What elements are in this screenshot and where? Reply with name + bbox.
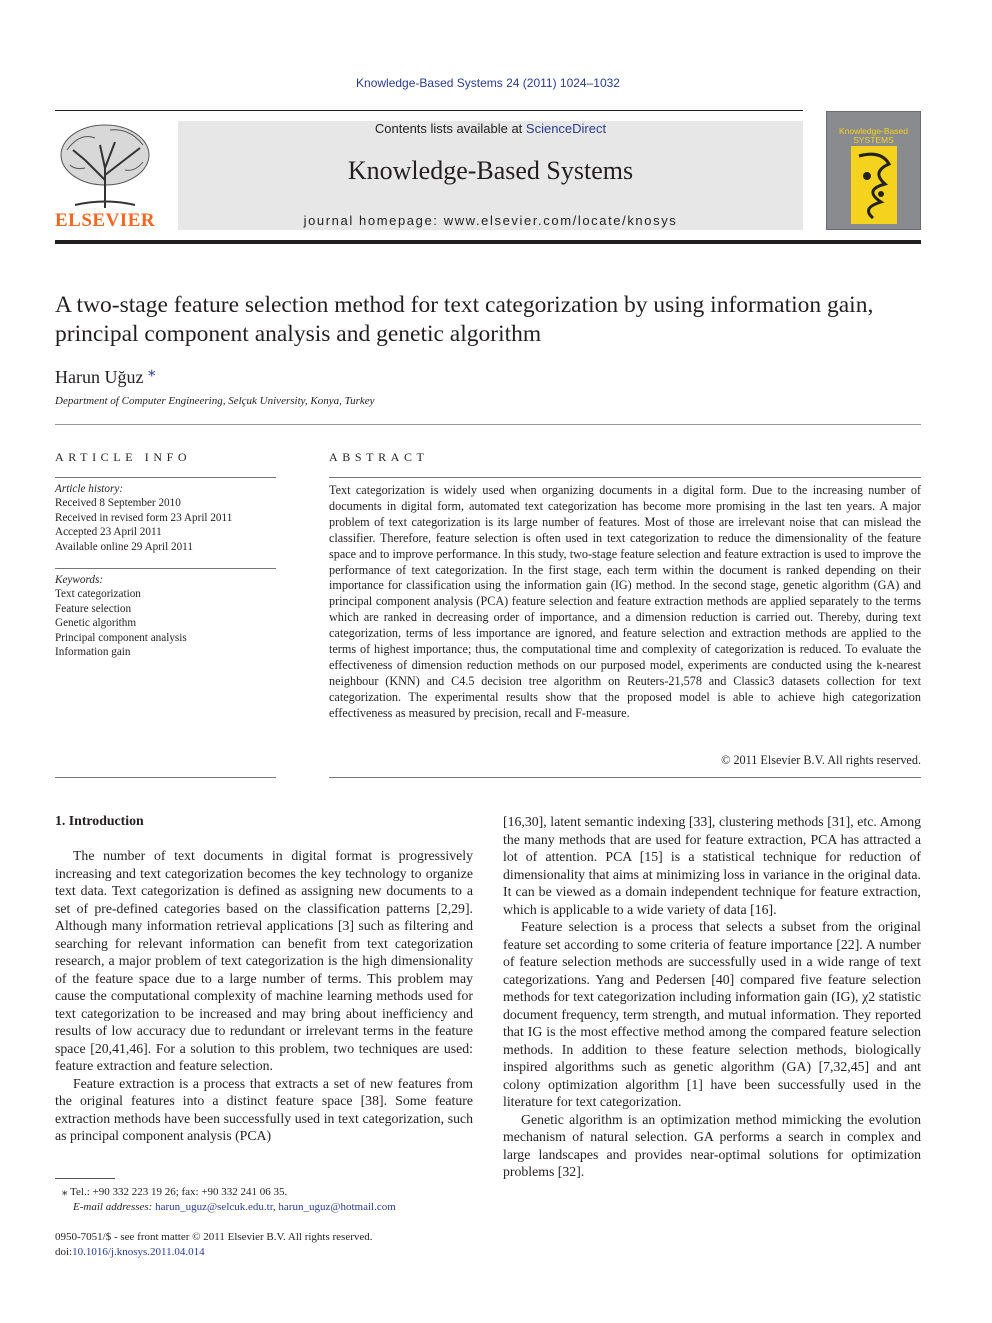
abstract-heading: ABSTRACT xyxy=(329,450,429,464)
right-column xyxy=(503,813,921,1181)
history-item: Received 8 September 2010 xyxy=(55,497,181,510)
history-item: Accepted 23 April 2011 xyxy=(55,526,162,539)
author-footnote-mark[interactable]: ⁎ xyxy=(147,364,156,380)
contents-prefix: Contents lists available at xyxy=(374,121,526,136)
issn-doi-block xyxy=(55,1230,495,1260)
keyword-item: Information gain xyxy=(55,646,131,659)
introduction-heading: 1. Introduction xyxy=(55,813,144,828)
sciencedirect-link[interactable]: ScienceDirect xyxy=(525,121,607,136)
article-info-rule-1 xyxy=(55,477,276,478)
email-link-1[interactable]: harun_uguz@selcuk.edu.tr xyxy=(155,1201,273,1213)
keyword-item: Feature selection xyxy=(55,602,132,615)
keywords xyxy=(55,573,276,659)
abstract-rule-1 xyxy=(329,477,921,478)
email-link-2[interactable]: harun_uguz@hotmail.com xyxy=(278,1201,396,1213)
email-label: E-mail addresses: xyxy=(73,1201,156,1213)
article-info-rule-3 xyxy=(55,777,276,778)
paragraph: Feature extraction is a process that extracts a set of new features from the original features into a distinct feature space [38]. Some feature extraction methods have been successfully used in text categorization, such as principal component analysis (PCA) xyxy=(55,1075,473,1143)
history-item: Available online 29 April 2011 xyxy=(55,540,193,553)
doi-line xyxy=(55,1245,495,1260)
elsevier-tree-logo xyxy=(55,120,155,210)
article-info-heading: ARTICLE INFO xyxy=(55,450,192,464)
article-history xyxy=(55,482,276,554)
author-line xyxy=(55,362,155,388)
author-name: Harun Uğuz xyxy=(55,367,144,387)
paragraph-continued: [16,30], latent semantic indexing [33], clustering methods [31], etc. Among the many methods that are used for feature extraction, PCA has attracted a lot of attention. PCA [15] is a statistical technique for reduction of dimensionality that aims at minimizing loss in variance in the original data. It can be viewed as a domain independent technique for feature extraction, which is applicable to a wide variety of data [16]. xyxy=(503,814,921,917)
article-title: A two-stage feature selection method for text categorization by using information gain, principal component analysis and genetic algorithm xyxy=(55,292,874,347)
cover-title-line2: SYSTEMS xyxy=(853,135,894,145)
email-separator: , xyxy=(272,1201,279,1213)
issn-line: 0950-7051/$ - see front matter © 2011 Elsevier B.V. All rights reserved. xyxy=(55,1231,373,1243)
footnote-rule xyxy=(55,1178,115,1179)
journal-homepage[interactable]: journal homepage: www.elsevier.com/locate/knosys xyxy=(303,213,678,228)
article-info-rule-2 xyxy=(55,568,276,569)
header-top-rule xyxy=(55,110,803,111)
abstract-rule-2 xyxy=(329,777,921,778)
cover-title-line1: Knowledge-Based xyxy=(839,126,908,136)
paragraph: Feature selection is a process that selects a subset from the original feature set according to some criteria of feature importance [22]. A number of feature selection methods are successfully used in a wide range of text categorizations. Yang and Pedersen [40] compared five feature selection methods for text categorization including information gain (IG), χ2 statistic document frequency, term strength, and mutual information. They reported that IG is the most effective method among the compared feature selection methods. In addition to these feature selection methods, biologically inspired algorithms such as genetic algorithm (GA) [7,32,45] and ant colony optimization algorithm [1] have been successfully used in the literature for text categorization. xyxy=(503,919,921,1109)
author-contact-footnote xyxy=(62,1185,482,1215)
journal-cover xyxy=(826,111,921,230)
email-line xyxy=(62,1200,482,1215)
keyword-item: Text categorization xyxy=(55,588,141,601)
keyword-item: Genetic algorithm xyxy=(55,617,137,630)
title-block-rule xyxy=(55,424,921,425)
cover-title xyxy=(827,127,920,145)
history-item: Received in revised form 23 April 2011 xyxy=(55,511,233,524)
contents-line xyxy=(178,121,803,136)
paragraph: Genetic algorithm is an optimization method mimicking the evolution mechanism of natural selection. GA performs a search in complex and large landscapes and provides near-optimal solutions for optimization problems [32]. xyxy=(503,1111,921,1179)
affiliation: Department of Computer Engineering, Selçuk University, Konya, Turkey xyxy=(55,395,375,407)
contact-line: ⁎ Tel.: +90 332 223 19 26; fax: +90 332 241 06 35. xyxy=(62,1186,288,1198)
paragraph: The number of text documents in digital format is progressively increasing and text categorization becomes the key technology to organize text data. Text categorization is defined as assigning new documents to a set of pre-defined categories based on the classification patterns [2,29]. Although many information retrieval applications [3] such as filtering and searching for relevant information can benefit from text categorization research, a major problem of text categorization is the high dimensionality of the feature space due to a large number of terms. This problem may cause the computational complexity of machine learning methods used for text categorization to be increased and may bring about inefficiency and results of low accuracy due to redundant or irrelevant terms in the feature space [20,41,46]. For a solution to this problem, two techniques are used: feature extraction and feature selection. xyxy=(55,848,473,1073)
journal-citation[interactable]: Knowledge-Based Systems 24 (2011) 1024–1032 xyxy=(356,76,620,90)
journal-title: Knowledge-Based Systems xyxy=(347,156,634,185)
abstract-text: Text categorization is widely used when organizing documents in a digital form. Due to the increasing number of documents in digital form, automated text categorization has become more promising in the last ten years. A major problem of text categorization is its large number of features. Most of those are irrelevant noise that can mislead the classifier. Therefore, feature selection is often used in text categorization to reduce the dimensionality of the feature space and to improve performance. In this study, two-stage feature selection and feature extraction is used to improve the performance of text categorization. In the first stage, each term within the document is ranked depending on their importance for classification using the information gain (IG) method. In the second stage, genetic algorithm (GA) and principal component analysis (PCA) feature selection and feature extraction methods are applied separately to the terms which are ranked in decreasing order of importance, and a dimension reduction is carried out. Thereby, during text categorization, terms of less importance are ignored, and feature selection and extraction methods are applied to the terms of highest importance; thus, the computational time and complexity of categorization is reduced. To evaluate the effectiveness of dimension reduction methods on our purposed model, experiments are conducted using the k-nearest neighbour (KNN) and C4.5 decision tree algorithm on Reuters-21,578 and Classic3 datasets collection for text categorization. The experimental results show that the proposed model is able to achieve high categorization effectiveness as measured by precision, recall and F-measure. xyxy=(329,483,921,720)
doi-link[interactable]: 10.1016/j.knosys.2011.04.014 xyxy=(72,1246,205,1258)
publisher-wordmark: ELSEVIER xyxy=(55,210,156,231)
left-column xyxy=(55,847,473,1145)
history-label: Article history: xyxy=(55,483,124,495)
header-bottom-rule xyxy=(55,240,921,244)
cover-art xyxy=(851,146,897,224)
abstract-copyright: © 2011 Elsevier B.V. All rights reserved. xyxy=(721,753,921,767)
keywords-label: Keywords: xyxy=(55,574,104,586)
doi-prefix: doi: xyxy=(55,1246,73,1258)
keyword-item: Principal component analysis xyxy=(55,631,187,644)
